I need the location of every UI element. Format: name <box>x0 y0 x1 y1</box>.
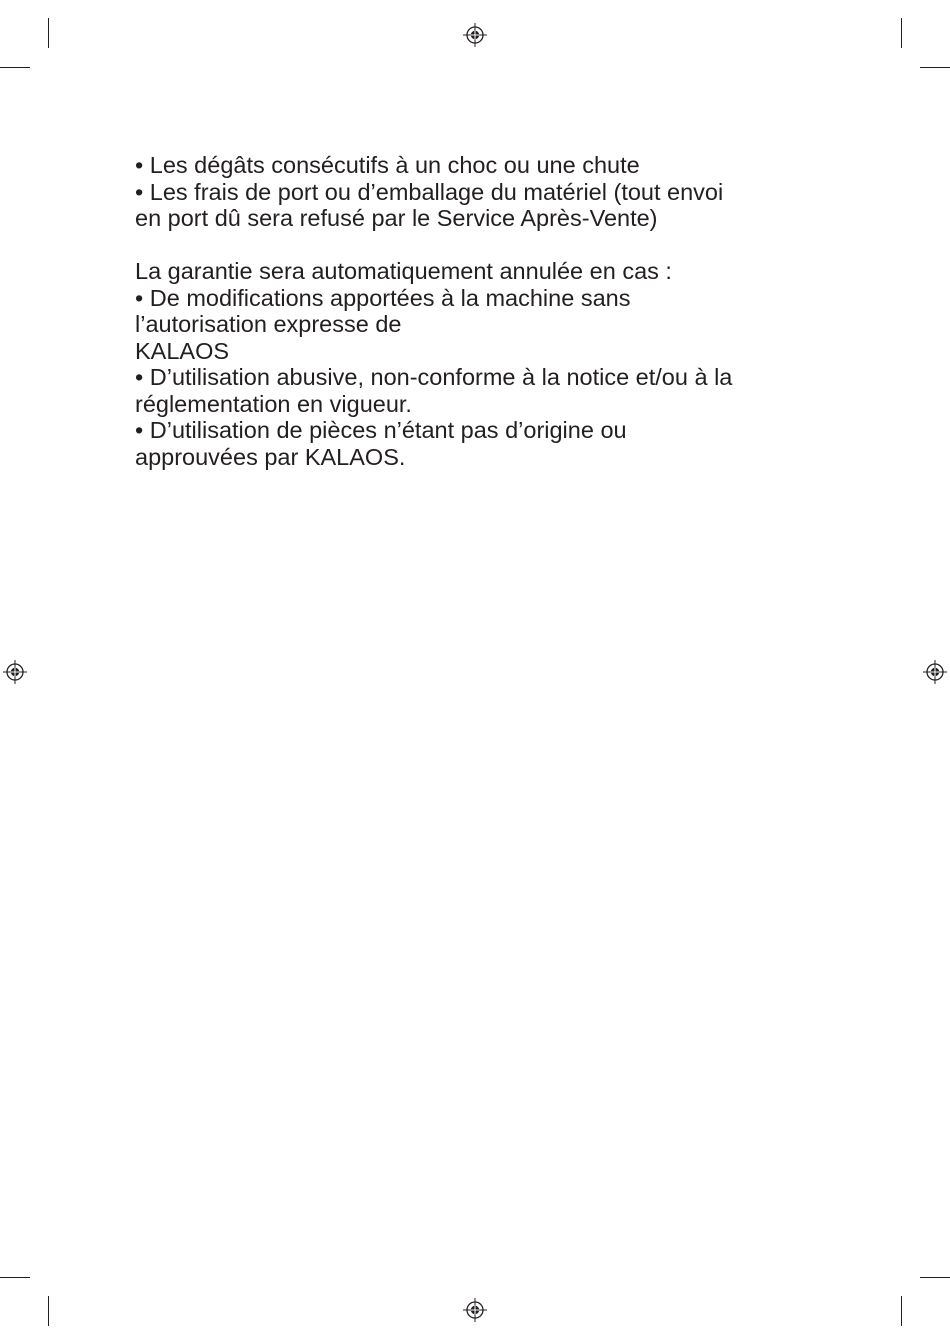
paragraph-spacer <box>135 232 835 259</box>
crop-mark-bottom-right-vertical <box>901 1296 902 1326</box>
cancellation-line-parts-cont: approuvées par KALAOS. <box>135 443 406 470</box>
crop-mark-top-left-vertical <box>48 18 49 48</box>
exclusion-line-shipping-cont: en port dû sera refusé par le Service Après-Vente) <box>135 205 658 231</box>
crop-mark-bottom-left-vertical <box>48 1296 49 1326</box>
warranty-text-block <box>135 152 835 470</box>
cancellation-line-misuse-cont: réglementation en vigueur. <box>135 390 412 417</box>
exclusion-line-shipping: • Les frais de port ou d’emballage du matériel (tout envoi <box>135 178 724 205</box>
registration-mark-left-icon <box>3 660 27 684</box>
cancellation-line-brand: KALAOS <box>135 337 230 364</box>
cancellation-line-parts: • D’utilisation de pièces n’étant pas d’origine ou <box>135 417 627 443</box>
cancellation-line-modifications: • De modifications apportées à la machine sans <box>135 284 631 311</box>
crop-mark-top-right-vertical <box>901 18 902 48</box>
crop-mark-bottom-left-horizontal <box>0 1277 30 1278</box>
crop-mark-bottom-right-horizontal <box>920 1277 950 1278</box>
registration-mark-top-icon <box>463 23 487 47</box>
cancellation-line-modifications-cont: l’autorisation expresse de <box>135 311 402 337</box>
crop-mark-top-left-horizontal <box>0 67 30 68</box>
exclusion-line-shock: • Les dégâts consécutifs à un choc ou une chute <box>135 152 640 178</box>
cancellation-heading: La garantie sera automatiquement annulée en cas : <box>135 258 672 284</box>
registration-mark-bottom-icon <box>463 1298 487 1322</box>
registration-mark-right-icon <box>923 660 947 684</box>
cancellation-line-misuse: • D’utilisation abusive, non-conforme à la notice et/ou à la <box>135 364 733 390</box>
crop-mark-top-right-horizontal <box>920 67 950 68</box>
